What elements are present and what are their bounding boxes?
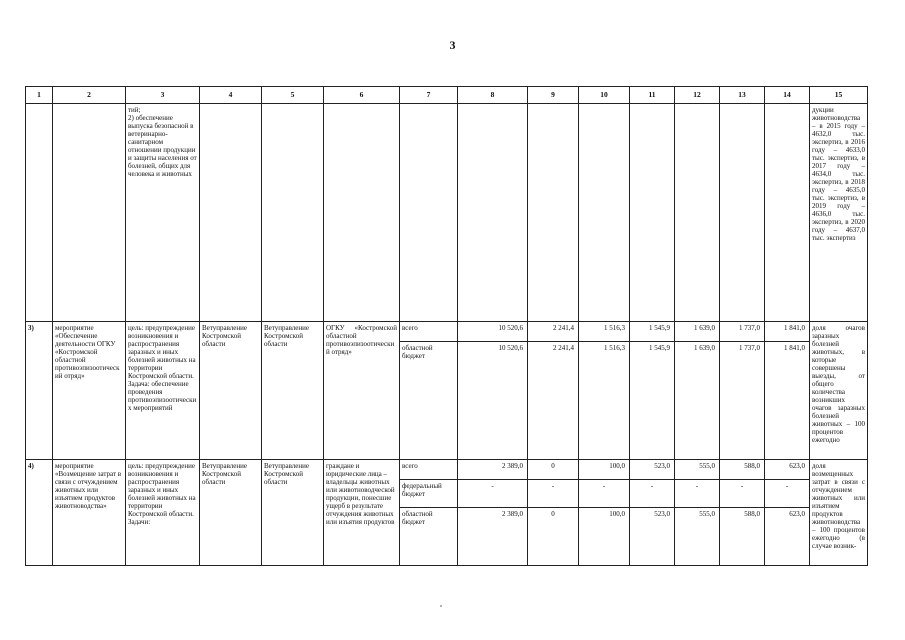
funding-source: всего bbox=[400, 460, 458, 480]
goal-text: цель: предупреждение возникновения и распространения заразных и иных болезней животных на территории Костромской области. Задачи: bbox=[126, 460, 200, 566]
amount-cell: 1 639,0 bbox=[675, 322, 720, 342]
amount-cell: 1 841,0 bbox=[765, 342, 810, 460]
program-table bbox=[25, 86, 868, 566]
header-cell: 4 bbox=[200, 87, 262, 104]
amount-cell: 0 bbox=[528, 460, 579, 480]
amount-cell: 0 bbox=[528, 508, 579, 566]
scan-speck bbox=[440, 605, 442, 607]
measure-name: мероприятие «Обеспечение деятельности ОГКУ «Костромской областной противоэпизоотический отряд» bbox=[53, 322, 126, 460]
goal-continuation: тий; 2) обеспечение выпуска безопасной в ветеринарно-санитарном отношении продукции и защиты населения от болезней, общих для человека и животных bbox=[126, 104, 200, 322]
amount-cell: 1 841,0 bbox=[765, 322, 810, 342]
amount-cell: - bbox=[765, 480, 810, 508]
amount-cell: 555,0 bbox=[675, 460, 720, 480]
funding-source: федеральный бюджет bbox=[400, 480, 458, 508]
indicator-text: доля очагов заразных болезней животных, в которые совершены выезды, от общего количества возникших очагов заразных болезней животных – 100 процентов ежегодно bbox=[810, 322, 868, 460]
amount-cell: 623,0 bbox=[765, 508, 810, 566]
amount-cell: 2 241,4 bbox=[528, 342, 579, 460]
amount-cell: 2 389,0 bbox=[458, 460, 528, 480]
indicator-text: доля возмещенных затрат в связи с отчуждением животных или изъятием продуктов животноводства – 100 процентов ежегодно (в случае возник- bbox=[810, 460, 868, 566]
amount-cell: 555,0 bbox=[675, 508, 720, 566]
amount-cell: 1 516,3 bbox=[579, 322, 630, 342]
amount-cell: 10 520,6 bbox=[458, 342, 528, 460]
header-cell: 9 bbox=[528, 87, 579, 104]
measure-name: мероприятие «Возмещение затрат в связи с отчуждением животных или изъятием продуктов животноводства» bbox=[53, 460, 126, 566]
amount-cell: 623,0 bbox=[765, 460, 810, 480]
amount-cell: - bbox=[579, 480, 630, 508]
table-row bbox=[26, 322, 868, 342]
amount-cell: - bbox=[720, 480, 765, 508]
amount-cell: - bbox=[528, 480, 579, 508]
page-number: 3 bbox=[449, 38, 456, 52]
header-cell: 14 bbox=[765, 87, 810, 104]
header-cell: 2 bbox=[53, 87, 126, 104]
header-cell: 10 bbox=[579, 87, 630, 104]
amount-cell: 1 516,3 bbox=[579, 342, 630, 460]
funding-source: всего bbox=[400, 322, 458, 342]
amount-cell: - bbox=[458, 480, 528, 508]
header-cell: 3 bbox=[126, 87, 200, 104]
amount-cell: 10 520,6 bbox=[458, 322, 528, 342]
header-cell: 8 bbox=[458, 87, 528, 104]
responsible-executor: Ветуправление Костромской области bbox=[200, 460, 262, 566]
header-cell: 1 bbox=[26, 87, 53, 104]
amount-cell: - bbox=[630, 480, 675, 508]
amount-cell: - bbox=[675, 480, 720, 508]
co-executor: Ветуправление Костромской области bbox=[262, 460, 324, 566]
amount-cell: 1 639,0 bbox=[675, 342, 720, 460]
amount-cell: 100,0 bbox=[579, 508, 630, 566]
amount-cell: 1 545,9 bbox=[630, 342, 675, 460]
row-number: 3) bbox=[26, 322, 53, 460]
header-cell: 5 bbox=[262, 87, 324, 104]
header-cell: 11 bbox=[630, 87, 675, 104]
header-cell: 15 bbox=[810, 87, 868, 104]
responsible-executor: Ветуправление Костромской области bbox=[200, 322, 262, 460]
amount-cell: 1 737,0 bbox=[720, 342, 765, 460]
amount-cell: 523,0 bbox=[630, 460, 675, 480]
co-executor: Ветуправление Костромской области bbox=[262, 322, 324, 460]
header-cell: 12 bbox=[675, 87, 720, 104]
amount-cell: 1 545,9 bbox=[630, 322, 675, 342]
continuation-row bbox=[26, 104, 868, 322]
header-row bbox=[26, 87, 868, 104]
indicator-continuation: дукции животноводства – в 2015 году – 4632,0 тыс. экспертиз, в 2016 году – 4633,0 тыс. экспертиз, в 2017 году – 4634,0 тыс. экспертиз, в 2018 году – 4635,0 тыс. экспертиз, в 2019 году – 4636,0 тыс. экспертиз, в 2020 году – 4637,0 тыс. экспертиз bbox=[810, 104, 868, 322]
funding-source: областной бюджет bbox=[400, 508, 458, 566]
table-row bbox=[26, 460, 868, 480]
participant: ОГКУ «Костромской областной противоэпизоотический отряд» bbox=[324, 322, 400, 460]
amount-cell: 100,0 bbox=[579, 460, 630, 480]
goal-text: цель: предупреждение возникновения и распространения заразных и иных болезней животных на территории Костромской области. Задача: обеспечение проведения противоэпизоотических мероприятий bbox=[126, 322, 200, 460]
amount-cell: 2 241,4 bbox=[528, 322, 579, 342]
header-cell: 6 bbox=[324, 87, 400, 104]
row-number: 4) bbox=[26, 460, 53, 566]
header-cell: 7 bbox=[400, 87, 458, 104]
participant: граждане и юридические лица – владельцы животных или животноводческой продукции, понесшие ущерб в результате отчуждения животных или изъятия продуктов bbox=[324, 460, 400, 566]
amount-cell: 1 737,0 bbox=[720, 322, 765, 342]
amount-cell: 523,0 bbox=[630, 508, 675, 566]
amount-cell: 588,0 bbox=[720, 460, 765, 480]
header-cell: 13 bbox=[720, 87, 765, 104]
amount-cell: 588,0 bbox=[720, 508, 765, 566]
funding-source: областной бюджет bbox=[400, 342, 458, 460]
amount-cell: 2 389,0 bbox=[458, 508, 528, 566]
